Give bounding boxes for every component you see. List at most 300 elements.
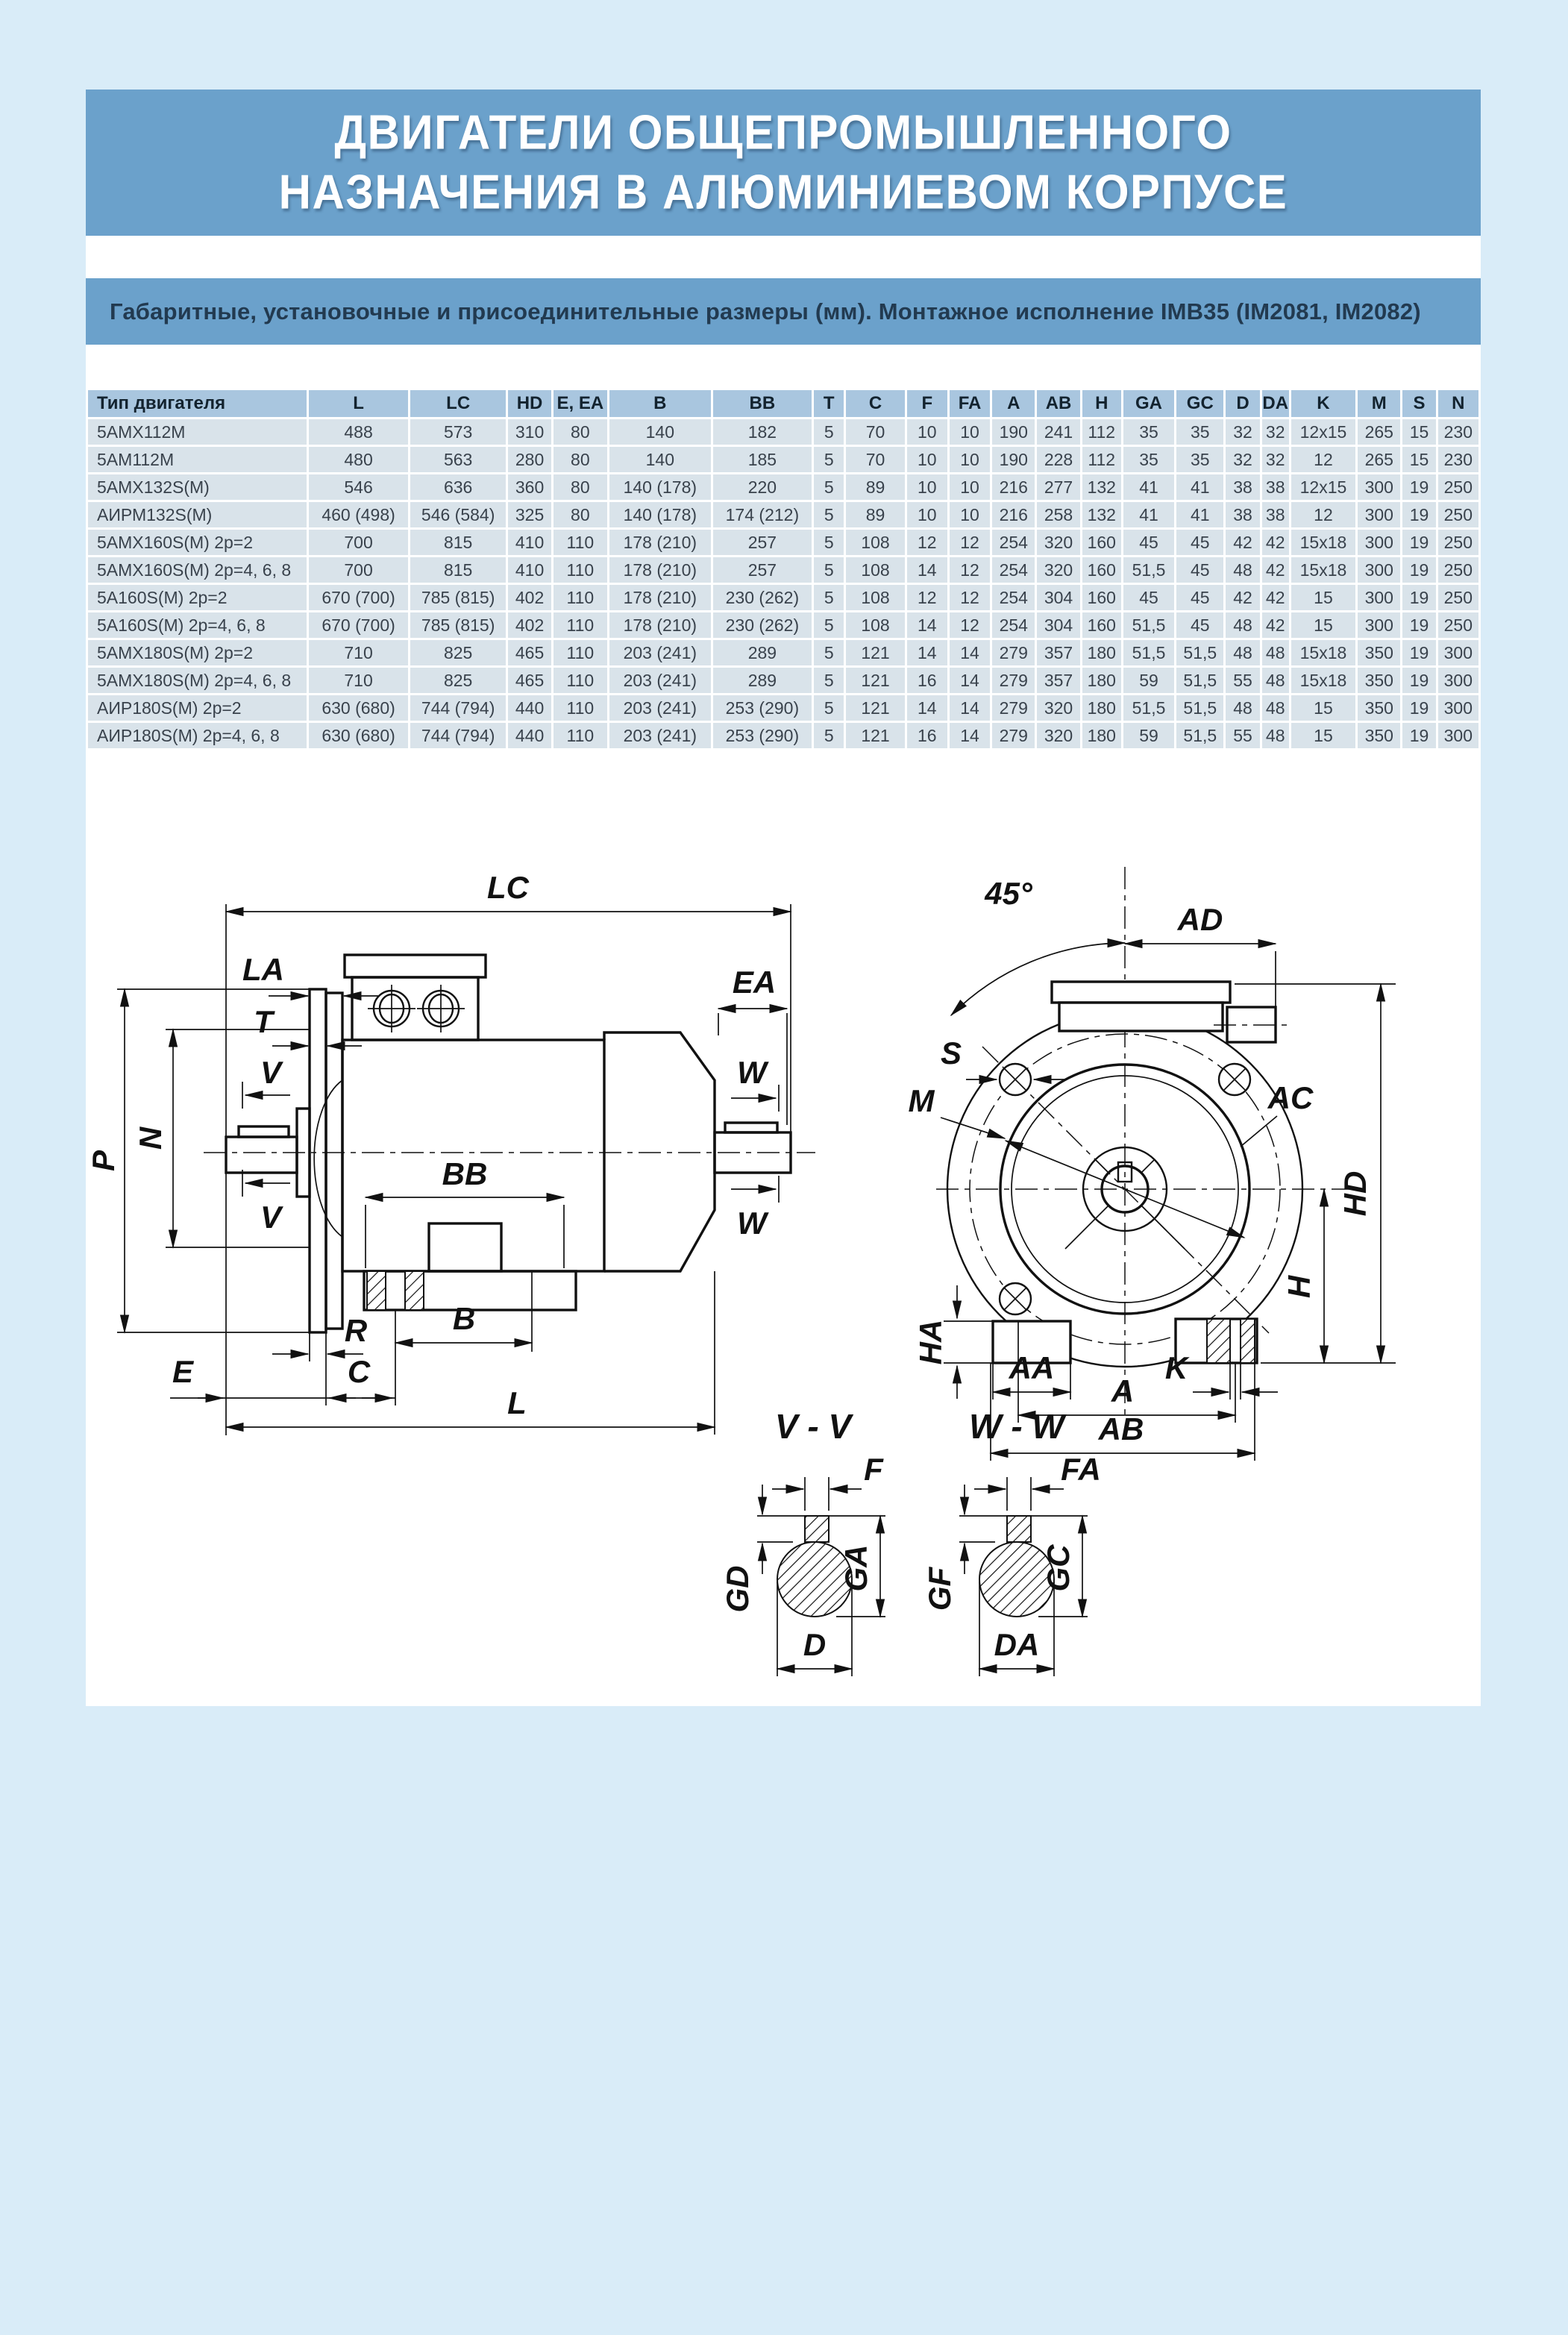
column-header: HD (508, 390, 551, 417)
value-cell: 402 (508, 585, 551, 610)
value-cell: 55 (1226, 723, 1259, 748)
value-cell: 80 (553, 474, 607, 500)
value-cell: 630 (680) (309, 723, 408, 748)
dim-label-da: DA (994, 1627, 1040, 1662)
dim-label-n: N (133, 1126, 168, 1150)
dim-label-r: R (344, 1313, 368, 1348)
value-cell: 32 (1262, 447, 1289, 472)
column-header: GC (1176, 390, 1223, 417)
value-cell: 300 (1358, 502, 1400, 527)
value-cell: 14 (950, 723, 990, 748)
value-cell: 51,5 (1176, 723, 1223, 748)
value-cell: 440 (508, 723, 551, 748)
section-mark-w-bottom: W (737, 1206, 767, 1241)
value-cell: 42 (1262, 530, 1289, 555)
value-cell: 110 (553, 640, 607, 665)
value-cell: 304 (1037, 612, 1079, 638)
column-header: T (814, 390, 844, 417)
value-cell: 38 (1226, 474, 1259, 500)
value-cell: 48 (1262, 668, 1289, 693)
dim-label-bb: BB (442, 1156, 488, 1191)
value-cell: 112 (1082, 447, 1121, 472)
column-header: F (907, 390, 947, 417)
value-cell: 178 (210) (609, 612, 711, 638)
dim-label-la: LA (242, 952, 284, 987)
motor-type-cell: АИРМ132S(М) (88, 502, 307, 527)
value-cell: 203 (241) (609, 668, 711, 693)
value-cell: 160 (1082, 612, 1121, 638)
value-cell: 12x15 (1291, 419, 1355, 445)
column-header: N (1438, 390, 1478, 417)
value-cell: 110 (553, 557, 607, 583)
value-cell: 121 (846, 668, 904, 693)
value-cell: 310 (508, 419, 551, 445)
value-cell: 300 (1358, 530, 1400, 555)
value-cell: 121 (846, 723, 904, 748)
dim-label-ac: AC (1267, 1080, 1314, 1115)
value-cell: 257 (713, 530, 812, 555)
value-cell: 51,5 (1123, 695, 1174, 721)
value-cell: 59 (1123, 723, 1174, 748)
dim-label-ga: GA (838, 1544, 874, 1592)
value-cell: 265 (1358, 447, 1400, 472)
value-cell: 48 (1226, 640, 1259, 665)
value-cell: 440 (508, 695, 551, 721)
dim-label-d: D (803, 1627, 827, 1662)
value-cell: 5 (814, 640, 844, 665)
value-cell: 546 (309, 474, 408, 500)
value-cell: 108 (846, 557, 904, 583)
table-row (88, 695, 1478, 721)
value-cell: 14 (907, 612, 947, 638)
value-cell: 825 (410, 640, 507, 665)
value-cell: 14 (907, 640, 947, 665)
value-cell: 70 (846, 419, 904, 445)
value-cell: 19 (1402, 612, 1435, 638)
value-cell: 15 (1291, 612, 1355, 638)
value-cell: 15x18 (1291, 557, 1355, 583)
value-cell: 253 (290) (713, 695, 812, 721)
value-cell: 203 (241) (609, 723, 711, 748)
value-cell: 277 (1037, 474, 1079, 500)
motor-type-cell: 5АМХ160S(М) 2p=2 (88, 530, 307, 555)
value-cell: 140 (178) (609, 502, 711, 527)
technical-drawing (86, 821, 1481, 1708)
value-cell: 14 (950, 668, 990, 693)
value-cell: 670 (700) (309, 585, 408, 610)
value-cell: 5 (814, 695, 844, 721)
value-cell: 48 (1226, 557, 1259, 583)
motor-type-cell: 5АМ112М (88, 447, 307, 472)
value-cell: 45 (1176, 530, 1223, 555)
table-row (88, 447, 1478, 472)
value-cell: 250 (1438, 612, 1478, 638)
value-cell: 178 (210) (609, 530, 711, 555)
value-cell: 45 (1176, 557, 1223, 583)
table-row (88, 612, 1478, 638)
value-cell: 41 (1123, 474, 1174, 500)
value-cell: 220 (713, 474, 812, 500)
value-cell: 19 (1402, 557, 1435, 583)
value-cell: 16 (907, 668, 947, 693)
column-header: C (846, 390, 904, 417)
dim-label-a: A (1111, 1373, 1135, 1408)
value-cell: 700 (309, 557, 408, 583)
value-cell: 300 (1438, 695, 1478, 721)
value-cell: 300 (1358, 585, 1400, 610)
value-cell: 32 (1226, 419, 1259, 445)
value-cell: 350 (1358, 695, 1400, 721)
dim-label-hd: HD (1337, 1170, 1373, 1217)
value-cell: 10 (950, 419, 990, 445)
motor-type-cell: 5АМХ180S(М) 2p=4, 6, 8 (88, 668, 307, 693)
value-cell: 15x18 (1291, 530, 1355, 555)
value-cell: 216 (992, 502, 1035, 527)
value-cell: 546 (584) (410, 502, 507, 527)
value-cell: 35 (1123, 447, 1174, 472)
value-cell: 357 (1037, 668, 1079, 693)
value-cell: 59 (1123, 668, 1174, 693)
value-cell: 110 (553, 530, 607, 555)
value-cell: 250 (1438, 557, 1478, 583)
value-cell: 12 (950, 530, 990, 555)
value-cell: 825 (410, 668, 507, 693)
dim-label-b: B (452, 1301, 476, 1336)
value-cell: 160 (1082, 557, 1121, 583)
value-cell: 10 (950, 447, 990, 472)
value-cell: 19 (1402, 502, 1435, 527)
value-cell: 41 (1176, 502, 1223, 527)
value-cell: 350 (1358, 668, 1400, 693)
page-title-line1: ДВИГАТЕЛИ ОБЩЕПРОМЫШЛЕННОГО (334, 105, 1232, 160)
value-cell: 140 (609, 447, 711, 472)
value-cell: 70 (846, 447, 904, 472)
value-cell: 108 (846, 612, 904, 638)
dim-label-k: K (1164, 1350, 1188, 1385)
dim-label-ha: HA (913, 1319, 948, 1365)
dim-label-gd: GD (720, 1565, 755, 1613)
column-header: B (609, 390, 711, 417)
value-cell: 15 (1291, 695, 1355, 721)
motor-type-cell: 5АМХ180S(М) 2p=2 (88, 640, 307, 665)
value-cell: 203 (241) (609, 640, 711, 665)
column-header: D (1226, 390, 1259, 417)
value-cell: 35 (1123, 419, 1174, 445)
column-header: LC (410, 390, 507, 417)
value-cell: 12 (1291, 502, 1355, 527)
value-cell: 51,5 (1176, 640, 1223, 665)
value-cell: 190 (992, 419, 1035, 445)
page-title-line2: НАЗНАЧЕНИЯ В АЛЮМИНИЕВОМ КОРПУСЕ (278, 165, 1288, 219)
column-header: K (1291, 390, 1355, 417)
value-cell: 5 (814, 419, 844, 445)
value-cell: 320 (1037, 695, 1079, 721)
value-cell: 108 (846, 530, 904, 555)
value-cell: 254 (992, 585, 1035, 610)
value-cell: 38 (1262, 502, 1289, 527)
value-cell: 180 (1082, 723, 1121, 748)
value-cell: 254 (992, 557, 1035, 583)
value-cell: 45 (1176, 612, 1223, 638)
value-cell: 254 (992, 530, 1035, 555)
value-cell: 5 (814, 502, 844, 527)
value-cell: 10 (907, 502, 947, 527)
value-cell: 38 (1226, 502, 1259, 527)
value-cell: 10 (907, 447, 947, 472)
value-cell: 51,5 (1123, 612, 1174, 638)
value-cell: 110 (553, 723, 607, 748)
value-cell: 35 (1176, 419, 1223, 445)
value-cell: 35 (1176, 447, 1223, 472)
subtitle-bar (86, 278, 1481, 345)
value-cell: 89 (846, 474, 904, 500)
value-cell: 19 (1402, 640, 1435, 665)
dim-label-ea: EA (732, 965, 777, 1000)
value-cell: 573 (410, 419, 507, 445)
section-title-ww: W - W (969, 1407, 1064, 1446)
table-row (88, 723, 1478, 748)
value-cell: 14 (950, 640, 990, 665)
dim-label-c: C (347, 1354, 371, 1389)
value-cell: 320 (1037, 723, 1079, 748)
dim-label-45deg: 45° (985, 876, 1032, 911)
value-cell: 465 (508, 668, 551, 693)
column-header: E, EA (553, 390, 607, 417)
dim-label-m: M (908, 1083, 935, 1118)
value-cell: 19 (1402, 668, 1435, 693)
value-cell: 10 (950, 502, 990, 527)
value-cell: 230 (1438, 419, 1478, 445)
value-cell: 42 (1226, 530, 1259, 555)
motor-type-cell: 5АМХ132S(М) (88, 474, 307, 500)
table-row (88, 557, 1478, 583)
value-cell: 785 (815) (410, 585, 507, 610)
value-cell: 5 (814, 723, 844, 748)
value-cell: 41 (1123, 502, 1174, 527)
table-body (88, 419, 1478, 748)
value-cell: 41 (1176, 474, 1223, 500)
dim-label-gc: GC (1041, 1544, 1076, 1592)
value-cell: 180 (1082, 668, 1121, 693)
value-cell: 320 (1037, 557, 1079, 583)
dim-label-gf: GF (922, 1567, 957, 1611)
value-cell: 410 (508, 557, 551, 583)
value-cell: 160 (1082, 530, 1121, 555)
value-cell: 48 (1226, 612, 1259, 638)
value-cell: 280 (508, 447, 551, 472)
value-cell: 230 (1438, 447, 1478, 472)
value-cell: 42 (1262, 612, 1289, 638)
value-cell: 230 (262) (713, 585, 812, 610)
value-cell: 465 (508, 640, 551, 665)
value-cell: 488 (309, 419, 408, 445)
value-cell: 710 (309, 640, 408, 665)
value-cell: 140 (178) (609, 474, 711, 500)
motor-type-cell: 5А160S(М) 2p=2 (88, 585, 307, 610)
value-cell: 12 (950, 612, 990, 638)
value-cell: 19 (1402, 530, 1435, 555)
value-cell: 402 (508, 612, 551, 638)
table-row (88, 530, 1478, 555)
dim-label-aa: AA (1009, 1350, 1055, 1385)
column-header: FA (950, 390, 990, 417)
motor-type-cell: 5А160S(М) 2p=4, 6, 8 (88, 612, 307, 638)
value-cell: 51,5 (1123, 640, 1174, 665)
value-cell: 10 (950, 474, 990, 500)
dim-label-p: P (86, 1150, 121, 1172)
value-cell: 178 (210) (609, 557, 711, 583)
value-cell: 203 (241) (609, 695, 711, 721)
value-cell: 51,5 (1176, 695, 1223, 721)
value-cell: 480 (309, 447, 408, 472)
value-cell: 304 (1037, 585, 1079, 610)
value-cell: 108 (846, 585, 904, 610)
value-cell: 19 (1402, 723, 1435, 748)
dimensions-table (86, 388, 1481, 750)
value-cell: 350 (1358, 723, 1400, 748)
value-cell: 241 (1037, 419, 1079, 445)
value-cell: 45 (1123, 530, 1174, 555)
table-row (88, 585, 1478, 610)
value-cell: 670 (700) (309, 612, 408, 638)
value-cell: 19 (1402, 585, 1435, 610)
value-cell: 289 (713, 640, 812, 665)
value-cell: 265 (1358, 419, 1400, 445)
column-header: Тип двигателя (88, 390, 307, 417)
value-cell: 279 (992, 640, 1035, 665)
value-cell: 14 (907, 695, 947, 721)
value-cell: 15 (1402, 447, 1435, 472)
value-cell: 19 (1402, 474, 1435, 500)
value-cell: 300 (1358, 474, 1400, 500)
value-cell: 410 (508, 530, 551, 555)
value-cell: 258 (1037, 502, 1079, 527)
value-cell: 300 (1438, 723, 1478, 748)
value-cell: 250 (1438, 474, 1478, 500)
value-cell: 289 (713, 668, 812, 693)
motor-type-cell: АИР180S(М) 2p=2 (88, 695, 307, 721)
value-cell: 110 (553, 668, 607, 693)
column-header: S (1402, 390, 1435, 417)
value-cell: 12x15 (1291, 474, 1355, 500)
dim-label-ab: AB (1098, 1411, 1144, 1447)
value-cell: 140 (609, 419, 711, 445)
value-cell: 300 (1358, 612, 1400, 638)
value-cell: 636 (410, 474, 507, 500)
value-cell: 48 (1262, 695, 1289, 721)
value-cell: 785 (815) (410, 612, 507, 638)
dim-label-fa: FA (1061, 1452, 1101, 1487)
dim-label-ad: AD (1177, 902, 1223, 937)
value-cell: 460 (498) (309, 502, 408, 527)
value-cell: 10 (907, 419, 947, 445)
motor-type-cell: АИР180S(М) 2p=4, 6, 8 (88, 723, 307, 748)
column-header: M (1358, 390, 1400, 417)
value-cell: 300 (1438, 668, 1478, 693)
value-cell: 254 (992, 612, 1035, 638)
value-cell: 320 (1037, 530, 1079, 555)
column-header: L (309, 390, 408, 417)
value-cell: 180 (1082, 640, 1121, 665)
value-cell: 14 (907, 557, 947, 583)
value-cell: 110 (553, 612, 607, 638)
value-cell: 815 (410, 557, 507, 583)
value-cell: 12 (907, 585, 947, 610)
value-cell: 630 (680) (309, 695, 408, 721)
value-cell: 5 (814, 585, 844, 610)
value-cell: 15x18 (1291, 668, 1355, 693)
value-cell: 300 (1358, 557, 1400, 583)
value-cell: 48 (1226, 695, 1259, 721)
value-cell: 15x18 (1291, 640, 1355, 665)
dim-label-e: E (172, 1354, 194, 1389)
value-cell: 12 (907, 530, 947, 555)
value-cell: 55 (1226, 668, 1259, 693)
value-cell: 45 (1123, 585, 1174, 610)
value-cell: 700 (309, 530, 408, 555)
section-mark-v-bottom: V (260, 1200, 282, 1235)
column-header: AB (1037, 390, 1079, 417)
value-cell: 279 (992, 668, 1035, 693)
column-header: GA (1123, 390, 1174, 417)
front-view (909, 867, 1396, 1461)
section-v-v (720, 1407, 885, 1676)
column-header: DA (1262, 390, 1289, 417)
value-cell: 815 (410, 530, 507, 555)
value-cell: 744 (794) (410, 695, 507, 721)
value-cell: 14 (950, 695, 990, 721)
dim-label-l: L (507, 1385, 527, 1420)
dim-label-h: H (1282, 1275, 1317, 1299)
value-cell: 160 (1082, 585, 1121, 610)
side-view (86, 870, 815, 1435)
table-row (88, 502, 1478, 527)
value-cell: 80 (553, 502, 607, 527)
dim-label-lc: LC (487, 870, 529, 905)
value-cell: 325 (508, 502, 551, 527)
value-cell: 190 (992, 447, 1035, 472)
column-header: A (992, 390, 1035, 417)
dim-label-f: F (864, 1452, 883, 1487)
title-banner (86, 90, 1481, 236)
value-cell: 250 (1438, 585, 1478, 610)
value-cell: 563 (410, 447, 507, 472)
value-cell: 360 (508, 474, 551, 500)
dim-label-t: T (254, 1004, 273, 1039)
value-cell: 15 (1291, 585, 1355, 610)
value-cell: 42 (1262, 585, 1289, 610)
value-cell: 253 (290) (713, 723, 812, 748)
value-cell: 300 (1438, 640, 1478, 665)
value-cell: 216 (992, 474, 1035, 500)
value-cell: 228 (1037, 447, 1079, 472)
value-cell: 15 (1291, 723, 1355, 748)
value-cell: 16 (907, 723, 947, 748)
value-cell: 180 (1082, 695, 1121, 721)
value-cell: 45 (1176, 585, 1223, 610)
value-cell: 744 (794) (410, 723, 507, 748)
section-mark-w-top: W (737, 1055, 767, 1090)
value-cell: 250 (1438, 530, 1478, 555)
motor-type-cell: 5АМХ112М (88, 419, 307, 445)
value-cell: 42 (1262, 557, 1289, 583)
value-cell: 112 (1082, 419, 1121, 445)
value-cell: 110 (553, 695, 607, 721)
value-cell: 12 (1291, 447, 1355, 472)
value-cell: 12 (950, 557, 990, 583)
value-cell: 10 (907, 474, 947, 500)
value-cell: 230 (262) (713, 612, 812, 638)
